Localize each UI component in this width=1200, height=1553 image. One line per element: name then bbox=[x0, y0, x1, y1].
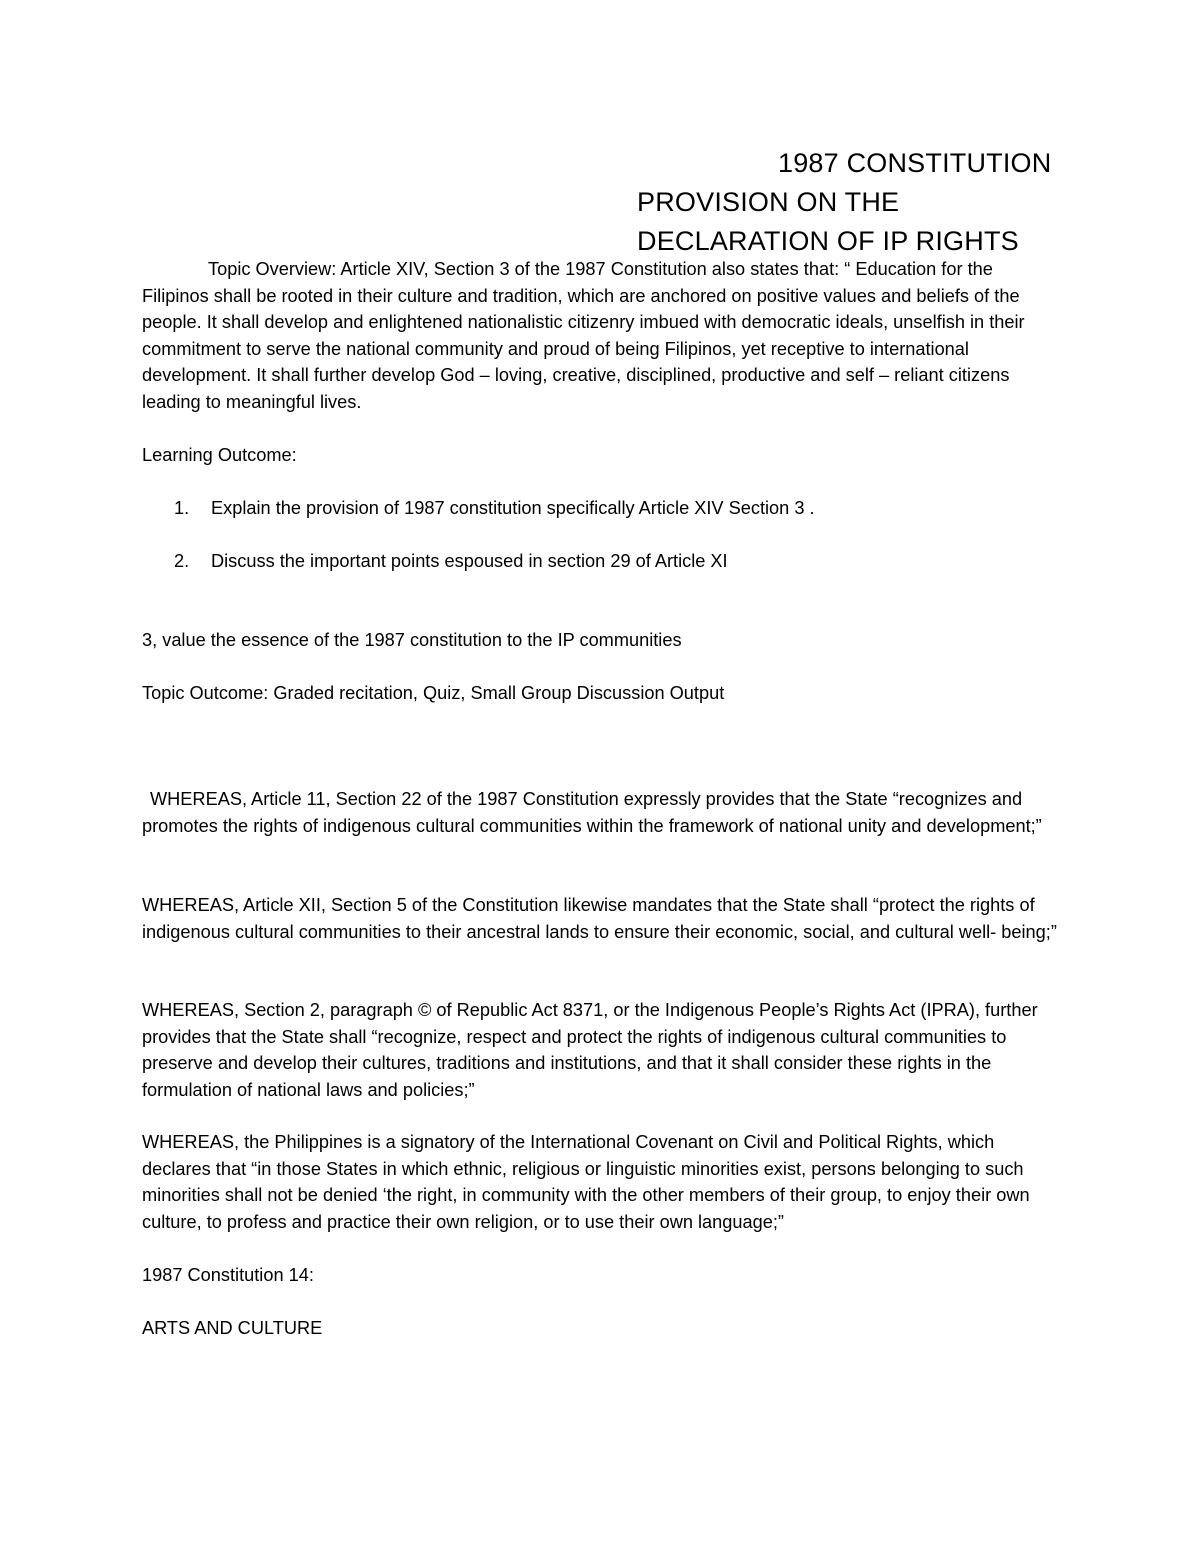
learning-outcome-item-3: 3, value the essence of the 1987 constitution to the IP communities bbox=[142, 630, 682, 650]
constitution-14-heading: 1987 Constitution 14: bbox=[142, 1265, 314, 1285]
topic-overview-paragraph: Topic Overview: Article XIV, Section 3 of the 1987 Constitution also states that: “ Education for the Filipinos shall be rooted in their culture and tradition, which are anchored on positive values and beliefs of the people. It shall develop and enlightened nationalistic citizenry imbued with democratic ideals, unselfish in their commitment to serve the national community and proud of being Filipinos, yet receptive to international development. It shall further develop God – loving, creative, disciplined, productive and self – reliant citizens leading to meaningful lives. bbox=[142, 259, 1025, 412]
list-item-number: 1. bbox=[174, 498, 190, 518]
whereas-paragraph-1: WHEREAS, Article 11, Section 22 of the 1987 Constitution expressly provides that the State “recognizes and promotes the rights of indigenous cultural communities within the framework of national unity and development;” bbox=[142, 789, 1042, 836]
list-item-number: 2. bbox=[174, 551, 190, 571]
title-line-1: 1987 CONSTITUTION bbox=[778, 148, 1052, 178]
whereas-paragraph-4: WHEREAS, the Philippines is a signatory of the International Covenant on Civil and Political Rights, which declares that “in those States in which ethnic, religious or linguistic minorities exist, persons belonging to such minorities shall not be denied ‘the right, in community with the other members of their group, to enjoy their own culture, to profess and practice their own religion, or to use their own language;” bbox=[142, 1132, 1030, 1232]
learning-outcome-heading: Learning Outcome: bbox=[142, 445, 297, 465]
list-item-text: Explain the provision of 1987 constitution specifically Article XIV Section 3 . bbox=[211, 498, 815, 518]
whereas-paragraph-3: WHEREAS, Section 2, paragraph © of Republic Act 8371, or the Indigenous People’s Rights Act (IPRA), further provides that the State shall “recognize, respect and protect the rights of indigenous cultural communities to preserve and develop their cultures, traditions and institutions, and that it shall consider these rights in the formulation of national laws and policies;” bbox=[142, 1000, 1038, 1100]
title-line-2: PROVISION ON THE bbox=[637, 187, 900, 217]
list-item-text: Discuss the important points espoused in section 29 of Article XI bbox=[211, 551, 728, 571]
arts-and-culture-heading: ARTS AND CULTURE bbox=[142, 1318, 323, 1338]
whereas-paragraph-2: WHEREAS, Article XII, Section 5 of the Constitution likewise mandates that the State shall “protect the rights of indigenous cultural communities to their ancestral lands to ensure their economic, social, and cultural well- being;” bbox=[142, 895, 1057, 942]
topic-outcome-paragraph: Topic Outcome: Graded recitation, Quiz, Small Group Discussion Output bbox=[142, 683, 725, 703]
title-line-3: DECLARATION OF IP RIGHTS bbox=[637, 226, 1019, 256]
